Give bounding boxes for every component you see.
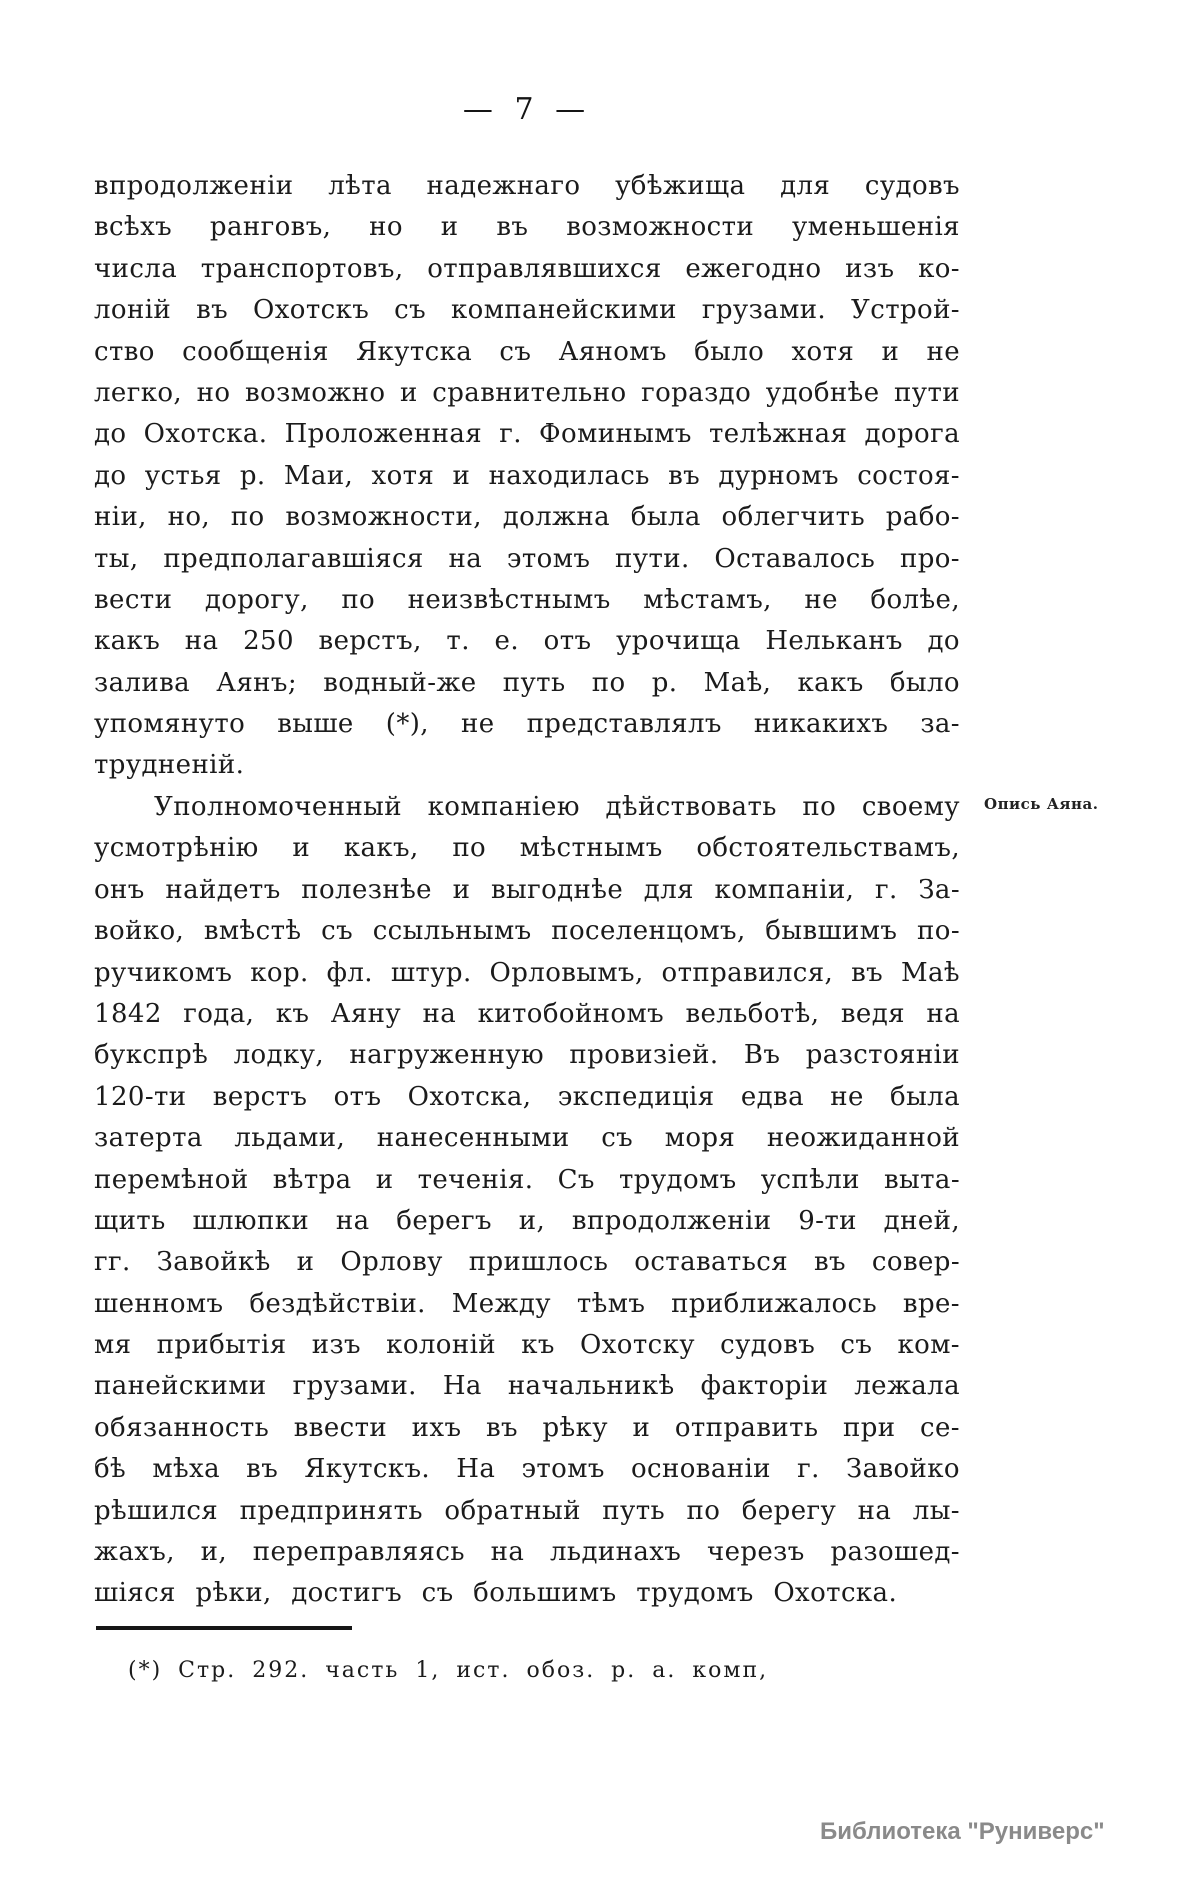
text-line: 120-ти верстъ отъ Охотска, экспедиція едва не была bbox=[94, 1081, 960, 1112]
text-line: обязанность ввести ихъ въ рѣку и отправить при се- bbox=[94, 1412, 960, 1443]
text-line: упомянуто выше (*), не представлялъ никакихъ за- bbox=[94, 709, 960, 740]
text-line: залива Аянъ; водный-же путь по р. Маѣ, какъ было bbox=[94, 667, 960, 698]
text-line: впродолженіи лѣта надежнаго убѣжища для судовъ bbox=[94, 171, 960, 201]
page-number: — 7 — bbox=[462, 92, 592, 127]
text-line: ніи, но, по возможности, должна была облегчить рабо- bbox=[94, 502, 960, 533]
footnote-rule bbox=[96, 1626, 352, 1630]
text-line: шенномъ бездѣйствіи. Между тѣмъ приближалось вре- bbox=[94, 1288, 960, 1319]
text-line: шіяся рѣки, достигъ съ большимъ трудомъ Охотска. bbox=[94, 1578, 898, 1609]
text-line: легко, но возможно и сравнительно гораздо удобнѣе пути bbox=[94, 377, 960, 408]
text-line: 1842 года, къ Аяну на китобойномъ вельботѣ, ведя на bbox=[94, 998, 960, 1029]
text-line: бѣ мѣха въ Якутскъ. На этомъ основаніи г. Завойко bbox=[94, 1454, 960, 1485]
text-line: затерта льдами, нанесенными съ моря неожиданной bbox=[94, 1123, 960, 1154]
text-line: усмотрѣнію и какъ, по мѣстнымъ обстоятельствамъ, bbox=[94, 833, 960, 864]
text-line: ты, предполагавшіяся на этомъ пути. Оставалось про- bbox=[94, 543, 960, 574]
text-line: ручикомъ кор. фл. штур. Орловымъ, отправился, въ Маѣ bbox=[94, 957, 960, 988]
text-line: перемѣной вѣтра и теченія. Съ трудомъ успѣли выта- bbox=[94, 1164, 960, 1195]
text-line: щить шлюпки на берегъ и, впродолженіи 9-ти дней, bbox=[94, 1205, 960, 1236]
text-line: онъ найдетъ полезнѣе и выгоднѣе для компаніи, г. За- bbox=[94, 874, 960, 905]
text-line: до устья р. Маи, хотя и находилась въ дурномъ состоя- bbox=[94, 460, 960, 491]
text-line: какъ на 250 верстъ, т. е. отъ урочища Нельканъ до bbox=[94, 626, 960, 657]
text-line: лоній въ Охотскъ съ компанейскими грузами. Устрой- bbox=[94, 295, 960, 326]
margin-note: Опись Аяна. bbox=[984, 795, 1099, 813]
footnote: (*) Стр. 292. часть 1, ист. обоз. р. а. комп, bbox=[128, 1658, 769, 1683]
text-line: вести дорогу, по неизвѣстнымъ мѣстамъ, не болѣе, bbox=[94, 584, 960, 615]
text-line: числа транспортовъ, отправлявшихся ежегодно изъ ко- bbox=[94, 253, 960, 284]
text-line: жахъ, и, переправляясь на льдинахъ черезъ разошед- bbox=[94, 1537, 960, 1568]
text-line: панейскими грузами. На начальникѣ факторіи лежала bbox=[94, 1371, 960, 1402]
text-line: гг. Завойкѣ и Орлову пришлось оставаться въ совер- bbox=[94, 1247, 960, 1278]
paragraph-2 bbox=[94, 787, 960, 1615]
text-line: букспрѣ лодку, нагруженную провизіей. Въ разстояніи bbox=[94, 1040, 960, 1071]
text-line: мя прибытія изъ колоній къ Охотску судовъ съ ком- bbox=[94, 1330, 960, 1361]
text-line: рѣшился предпринять обратный путь по берегу на лы- bbox=[94, 1495, 960, 1526]
text-line: трудненій. bbox=[94, 750, 245, 781]
text-line: всѣхъ ранговъ, но и въ возможности уменьшенія bbox=[94, 212, 960, 243]
watermark-runivers: Библиотека "Руниверс" bbox=[820, 1818, 1105, 1845]
text-line: войко, вмѣстѣ съ ссыльнымъ поселенцомъ, бывшимъ по- bbox=[94, 916, 960, 947]
text-line: ство сообщенія Якутска съ Аяномъ было хотя и не bbox=[94, 336, 960, 367]
text-line: Уполномоченный компаніею дѣйствовать по своему bbox=[154, 792, 960, 822]
paragraph-1 bbox=[94, 166, 960, 787]
text-line: до Охотска. Проложенная г. Фоминымъ телѣжная дорога bbox=[94, 419, 960, 450]
